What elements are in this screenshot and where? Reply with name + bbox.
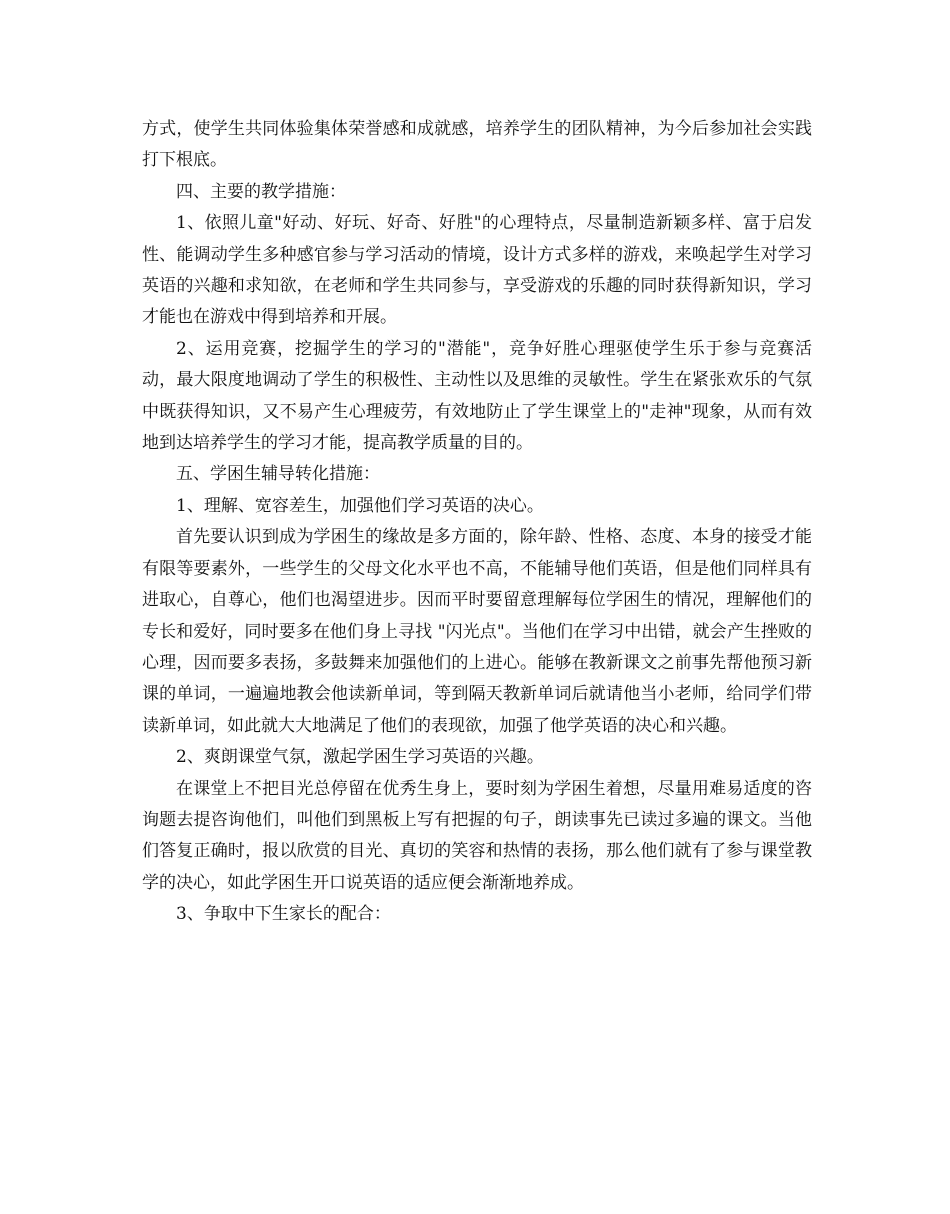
subheading-2: 2、爽朗课堂气氛，激起学困生学习英语的兴趣。	[176, 747, 544, 768]
paragraph-9: 在课堂上不把目光总停留在优秀生身上，要时刻为学困生着想，尽量用难易适度的咨询题去提咨询他们，叫他们到黑板上写有把握的句子，朗读事先已读过多遍的课文。当他们答复正确时，报以欣赏的目光、真切的笑容和热情的表扬，那么他们就有了参与课堂教学的决心，如此学困生开口说英语的适应便会渐渐地养成。	[142, 778, 812, 893]
subheading-1: 1、理解、宽容差生，加强他们学习英语的决心。	[176, 495, 544, 516]
paragraph-7: 首先要认识到成为学困生的缘故是多方面的，除年龄、性格、态度、本身的接受才能有限等要素外，一些学生的父母文化水平也不高，不能辅导他们英语，但是他们同样具有进取心，自尊心，他们也渴望进步。因而平时要留意理解每位学困生的情况，理解他们的专长和爱好，同时要多在他们身上寻找 "闪光点"。当他们在学习中出错，就会产生挫败的心理，因而要多表扬，多鼓舞来加强他们的上进心。能够在教新课文之前事先帮他预习新课的单词，一遍遍地教会他读新单词，等到隔天教新单词后就请他当小老师，给同学们带读新单词，如此就大大地满足了他们的表现欲，加强了他学英语的决心和兴趣。	[142, 527, 812, 736]
document-page	[142, 114, 812, 931]
section-heading-4: 四、主要的教学措施：	[176, 181, 346, 202]
section-heading-5: 五、学困生辅导转化措施：	[176, 464, 380, 485]
paragraph-1: 方式，使学生共同体验集体荣誉感和成就感，培养学生的团队精神，为今后参加社会实践打下根底。	[142, 119, 812, 171]
paragraph-3: 1、依照儿童"好动、好玩、好奇、好胜"的心理特点，尽量制造新颖多样、富于启发性、能调动学生多种感官参与学习活动的情境，设计方式多样的游戏，来唤起学生对学习英语的兴趣和求知欲，在老师和学生共同参与，享受游戏的乐趣的同时获得新知识，学习才能也在游戏中得到培养和开展。	[142, 213, 812, 328]
paragraph-4: 2、运用竞赛，挖掘学生的学习的"潜能"，竞争好胜心理驱使学生乐于参与竞赛活动，最大限度地调动了学生的积极性、主动性以及思维的灵敏性。学生在紧张欢乐的气氛中既获得知识，又不易产生心理疲劳，有效地防止了学生课堂上的"走神"现象，从而有效地到达培养学生的学习才能，提高教学质量的目的。	[142, 338, 812, 454]
subheading-3: 3、争取中下生家长的配合：	[176, 904, 391, 925]
